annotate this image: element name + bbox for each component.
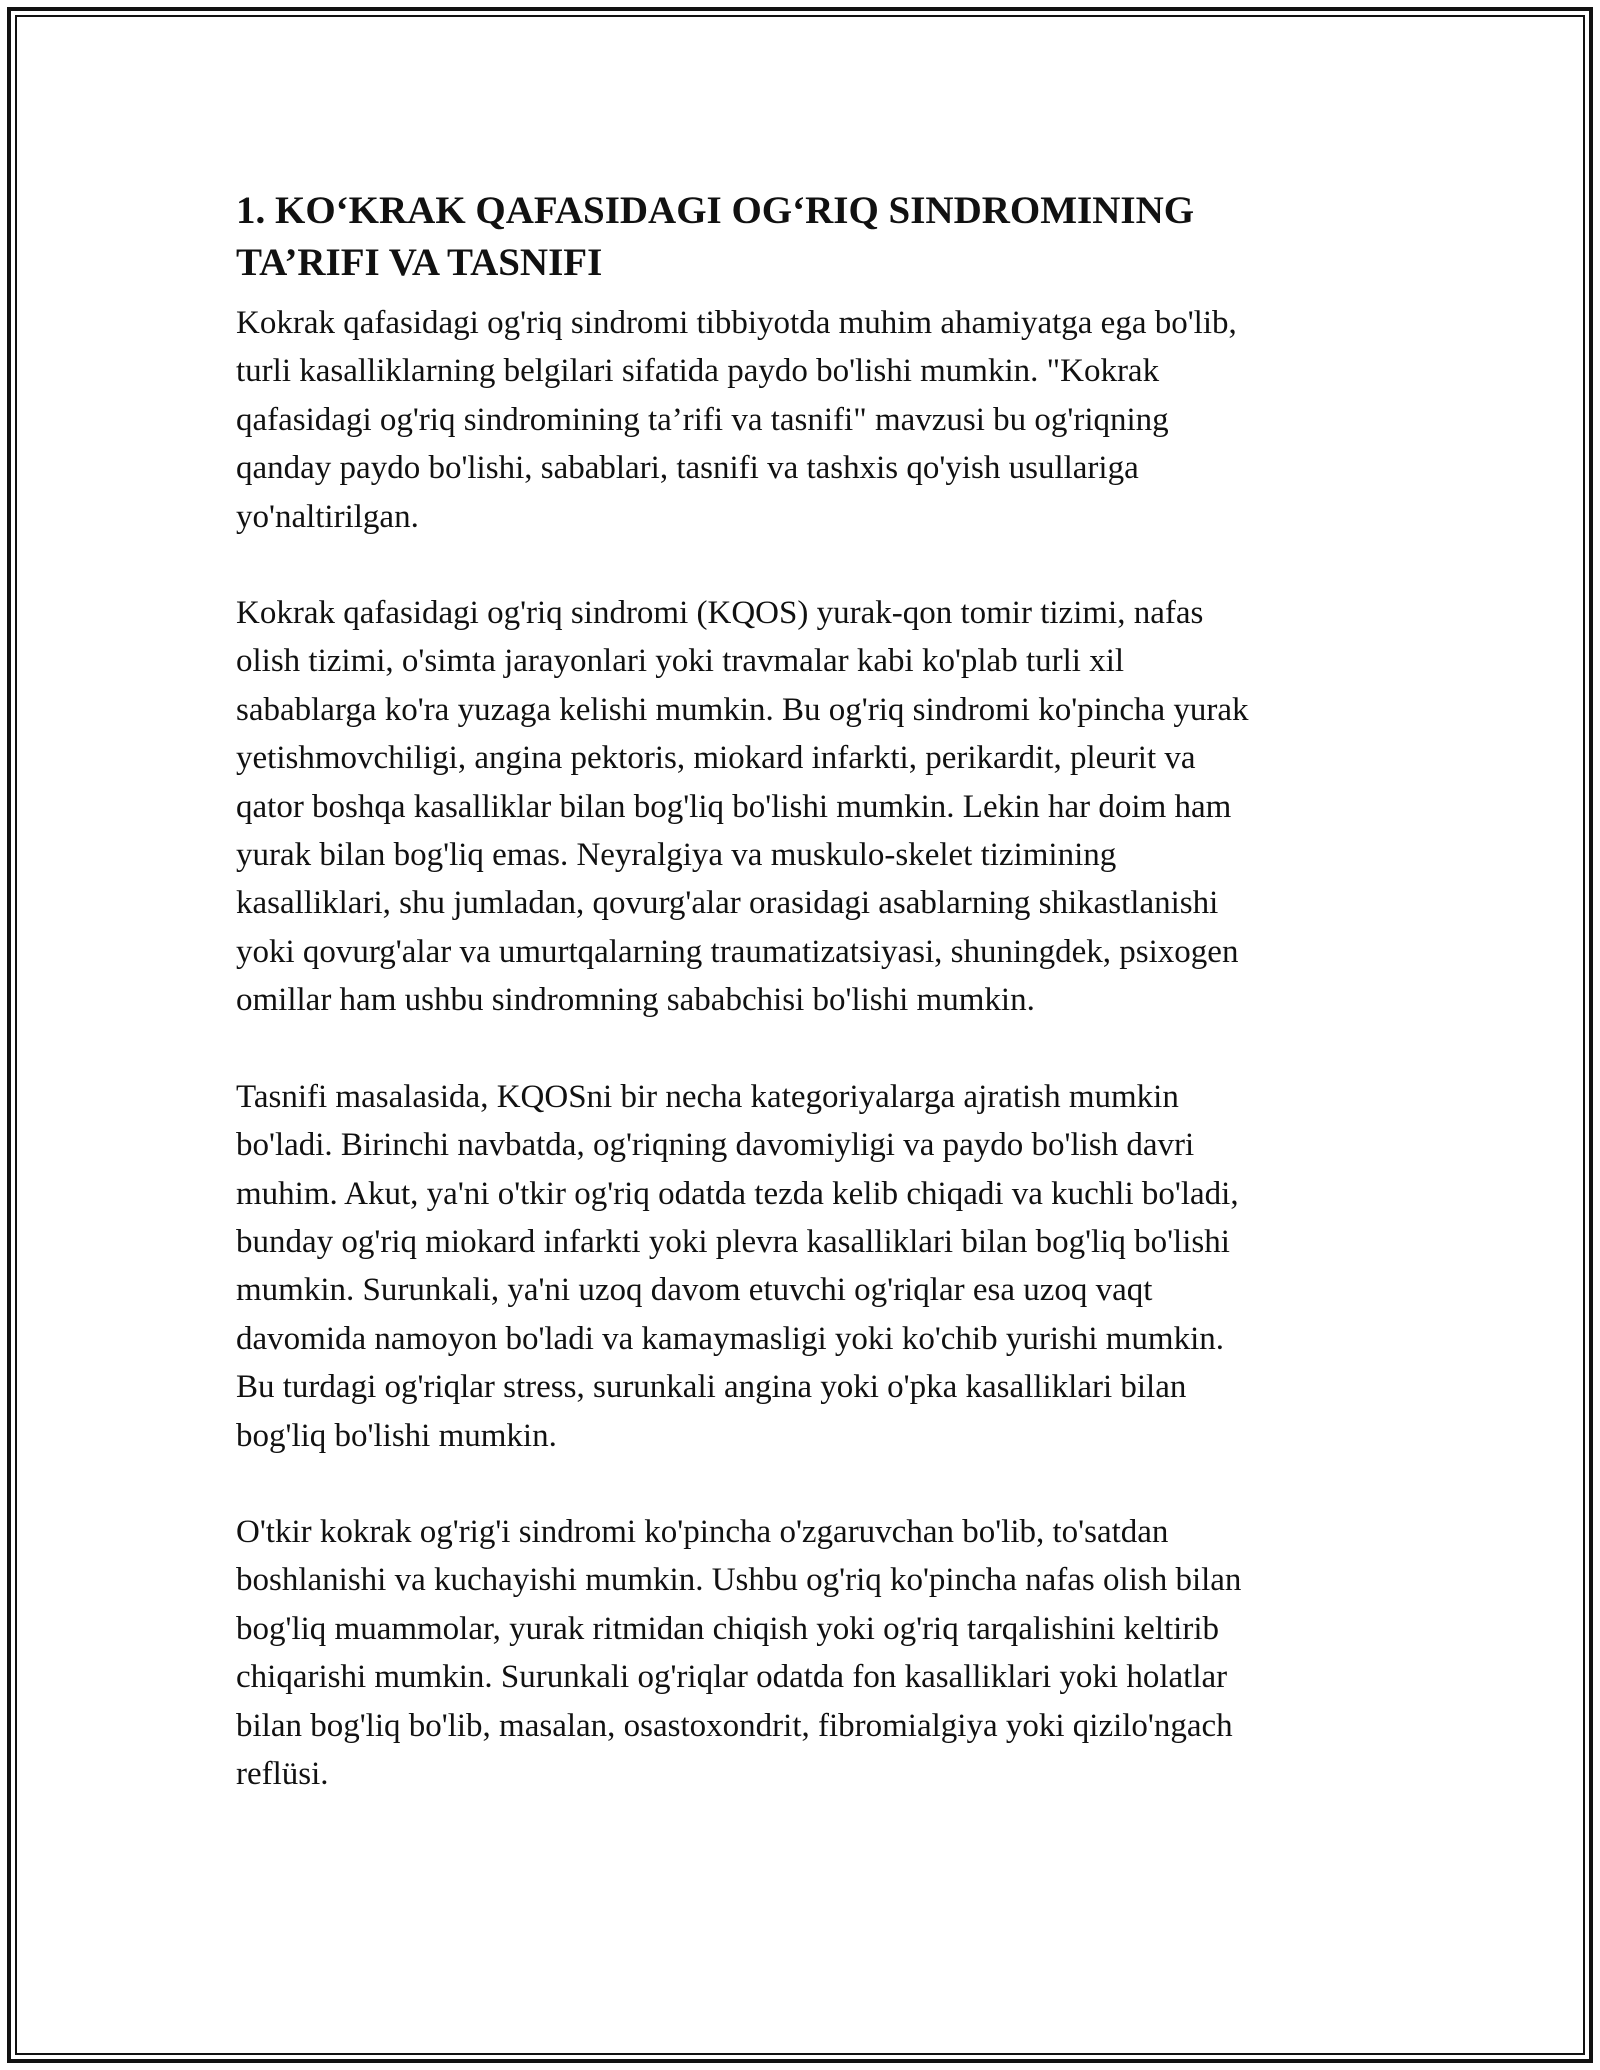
text-line: davomida namoyon bo'ladi va kamaymasligi yoki ko'chib yurishi mumkin. bbox=[236, 1320, 1225, 1357]
title-line: 1. KO‘KRAK QAFASIDAGI OG‘RIQ SINDROMINING bbox=[236, 189, 1195, 232]
text-line: bog'liq muammolar, yurak ritmidan chiqish yoki og'riq tarqalishini keltirib bbox=[236, 1610, 1219, 1647]
text-line: muhim. Akut, ya'ni o'tkir og'riq odatda tezda kelib chiqadi va kuchli bo'ladi, bbox=[236, 1175, 1239, 1212]
text-line: mumkin. Surunkali, ya'ni uzoq davom etuvchi og'riqlar esa uzoq vaqt bbox=[236, 1272, 1153, 1309]
text-line: omillar ham ushbu sindromning sababchisi bo'lishi mumkin. bbox=[236, 982, 1035, 1019]
text-line: bog'liq bo'lishi mumkin. bbox=[236, 1417, 557, 1454]
text-line: Bu turdagi og'riqlar stress, surunkali angina yoki o'pka kasalliklari bilan bbox=[236, 1369, 1187, 1406]
paragraph-causes bbox=[236, 589, 1368, 1025]
paragraph-acute-chronic bbox=[236, 1508, 1368, 1798]
text-line: reflüsi. bbox=[236, 1755, 329, 1792]
text-line: Kokrak qafasidagi og'riq sindromi tibbiyotda muhim ahamiyatga ega bo'lib, bbox=[236, 305, 1237, 341]
text-line: O'tkir kokrak og'rig'i sindromi ko'pincha o'zgaruvchan bo'lib, to'satdan bbox=[236, 1513, 1169, 1550]
text-line: chiqarishi mumkin. Surunkali og'riqlar odatda fon kasalliklari yoki holatlar bbox=[236, 1659, 1228, 1696]
text-line: bilan bog'liq bo'lib, masalan, osastoxondrit, fibromialgiya yoki qizilo'ngach bbox=[236, 1707, 1233, 1744]
text-line: yurak bilan bog'liq emas. Neyralgiya va muskulo-skelet tizimining bbox=[236, 837, 1117, 874]
text-line: qator boshqa kasalliklar bilan bog'liq bo'lishi mumkin. Lekin har doim ham bbox=[236, 788, 1232, 825]
text-line: sabablarga ko'ra yuzaga kelishi mumkin. Bu og'riq sindromi ko'pincha yurak bbox=[236, 691, 1249, 728]
text-line: yetishmovchiligi, angina pektoris, miokard infarkti, perikardit, pleurit va bbox=[236, 740, 1196, 777]
text-line: kasalliklari, shu jumladan, qovurg'alar orasidagi asablarning shikastlanishi bbox=[236, 885, 1219, 922]
text-line: Kokrak qafasidagi og'riq sindromi (KQOS) yurak-qon tomir tizimi, nafas bbox=[236, 595, 1204, 632]
text-line: yo'naltirilgan. bbox=[236, 498, 419, 535]
document-body bbox=[236, 185, 1368, 1846]
text-line: bunday og'riq miokard infarkti yoki plevra kasalliklari bilan bog'liq bo'lishi bbox=[236, 1223, 1230, 1260]
text-line: qafasidagi og'riq sindromining ta’rifi va tasnifi" mavzusi bu og'riqning bbox=[236, 401, 1169, 438]
text-line: olish tizimi, o'simta jarayonlari yoki travmalar kabi ko'plab turli xil bbox=[236, 643, 1125, 680]
paragraph-classification bbox=[236, 1073, 1368, 1460]
section-title bbox=[236, 185, 1368, 289]
text-line: boshlanishi va kuchayishi mumkin. Ushbu og'riq ko'pincha nafas olish bilan bbox=[236, 1562, 1242, 1599]
text-line: turli kasalliklarning belgilari sifatida paydo bo'lishi mumkin. "Kokrak bbox=[236, 353, 1160, 390]
text-line: yoki qovurg'alar va umurtqalarning traumatizatsiyasi, shuningdek, psixogen bbox=[236, 933, 1239, 970]
text-line: Tasnifi masalasida, KQOSni bir necha kategoriyalarga ajratish mumkin bbox=[236, 1078, 1179, 1115]
text-line: qanday paydo bo'lishi, sabablari, tasnifi va tashxis qo'yish usullariga bbox=[236, 450, 1139, 487]
paragraph-intro bbox=[236, 299, 1368, 541]
title-line: TA’RIFI VA TASNIFI bbox=[236, 241, 603, 284]
text-line: bo'ladi. Birinchi navbatda, og'riqning davomiyligi va paydo bo'lish davri bbox=[236, 1127, 1195, 1164]
